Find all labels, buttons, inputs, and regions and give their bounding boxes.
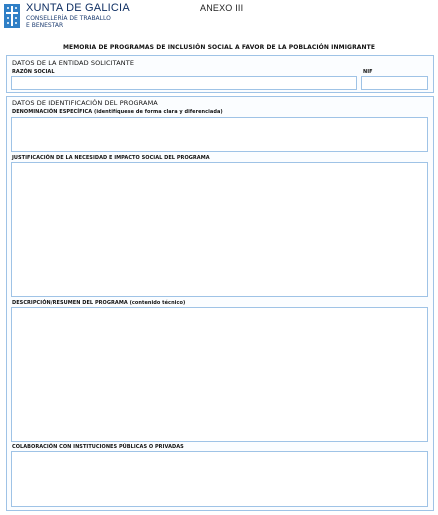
denominacion-note: (identifíquese de forma clara y diferenciada) [94,109,223,115]
org-department-line1: CONSELLERÍA DE TRABALLO [26,15,111,22]
descripcion-label-text: DESCRIPCIÓN/RESUMEN DEL PROGRAMA [12,300,128,306]
razon-social-field[interactable] [11,76,357,90]
annex-label: ANEXO III [200,3,244,13]
justificacion-label: JUSTIFICACIÓN DE LA NECESIDAD E IMPACTO SOCIAL DEL PROGRAMA [12,155,210,161]
org-name: XUNTA DE GALICIA [26,2,130,14]
nif-field[interactable] [361,76,428,90]
descripcion-label [12,300,185,306]
section-title-programa: DATOS DE IDENTIFICACIÓN DEL PROGRAMA [12,99,158,107]
descripcion-field[interactable] [11,307,428,442]
form-title: MEMORIA DE PROGRAMAS DE INCLUSIÓN SOCIAL A FAVOR DE LA POBLACIÓN INMIGRANTE [62,44,376,51]
colaboracion-label: COLABORACIÓN CON INSTITUCIONES PÚBLICAS O PRIVADAS [12,444,184,450]
nif-label: NIF [363,69,373,75]
section-datos-programa [6,96,434,511]
denominacion-label-text: DENOMINACIÓN ESPECÍFICA [12,109,93,115]
section-title-entidad: DATOS DE LA ENTIDAD SOLICITANTE [12,59,135,67]
denominacion-label [12,109,223,115]
descripcion-note: (contenido técnico) [129,300,186,306]
razon-social-label: RAZÓN SOCIAL [12,69,55,75]
xunta-cross-emblem-icon [4,4,20,28]
colaboracion-field[interactable] [11,451,428,507]
section-entidad-solicitante [6,55,434,93]
denominacion-field[interactable] [11,117,428,152]
org-department-line2: E BENESTAR [26,22,64,29]
justificacion-field[interactable] [11,162,428,297]
